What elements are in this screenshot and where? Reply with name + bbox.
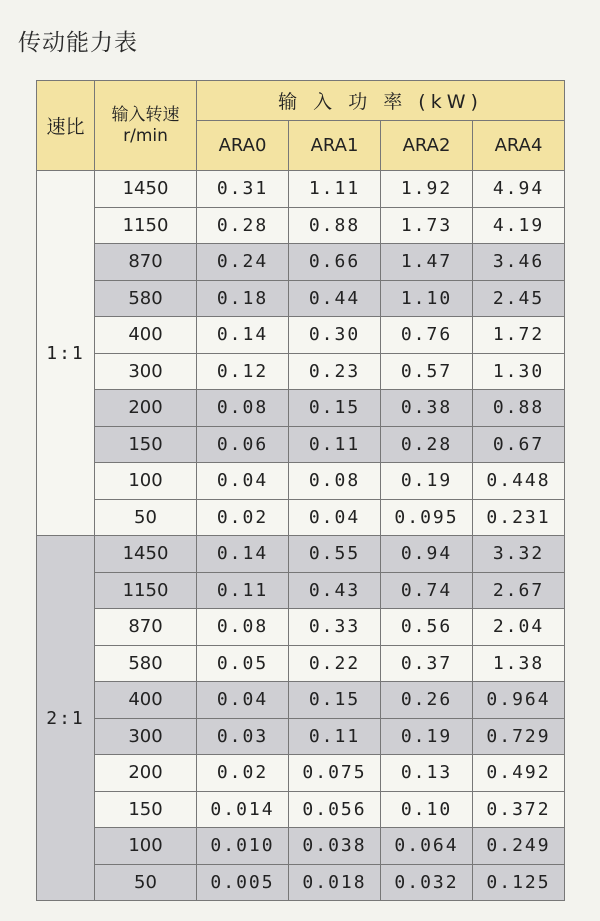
power-value-cell: 0.018 <box>289 864 381 901</box>
power-value-cell: 0.04 <box>197 682 289 719</box>
speed-cell: 1450 <box>95 536 197 573</box>
table-body <box>37 171 565 901</box>
power-value-cell: 0.02 <box>197 755 289 792</box>
power-value-cell: 0.43 <box>289 572 381 609</box>
power-value-cell: 0.11 <box>197 572 289 609</box>
power-value-cell: 0.57 <box>381 353 473 390</box>
power-value-cell: 0.30 <box>289 317 381 354</box>
power-table <box>36 80 565 901</box>
table-row <box>37 718 565 755</box>
table-row <box>37 390 565 427</box>
speed-cell: 300 <box>95 353 197 390</box>
speed-cell: 300 <box>95 718 197 755</box>
power-value-cell: 1.10 <box>381 280 473 317</box>
power-value-cell: 0.15 <box>289 682 381 719</box>
power-value-cell: 0.05 <box>197 645 289 682</box>
table-row <box>37 171 565 208</box>
speed-cell: 400 <box>95 317 197 354</box>
power-value-cell: 0.38 <box>381 390 473 427</box>
power-value-cell: 2.67 <box>473 572 565 609</box>
page-title: 传动能力表 <box>18 30 138 56</box>
table-row <box>37 280 565 317</box>
power-value-cell: 0.04 <box>289 499 381 536</box>
power-value-cell: 3.32 <box>473 536 565 573</box>
power-value-cell: 2.45 <box>473 280 565 317</box>
power-value-cell: 1.47 <box>381 244 473 281</box>
speed-cell: 870 <box>95 244 197 281</box>
power-value-cell: 0.014 <box>197 791 289 828</box>
power-value-cell: 0.14 <box>197 536 289 573</box>
header-power: 输 入 功 率 (kW) <box>197 81 565 121</box>
power-value-cell: 0.010 <box>197 828 289 865</box>
table-row <box>37 828 565 865</box>
header-speed-label: 输入转速 <box>111 104 180 125</box>
table-header <box>37 81 565 171</box>
table-row <box>37 572 565 609</box>
power-value-cell: 0.125 <box>473 864 565 901</box>
speed-cell: 50 <box>95 499 197 536</box>
ratio-cell: 2:1 <box>37 536 95 901</box>
power-value-cell: 0.04 <box>197 463 289 500</box>
speed-cell: 150 <box>95 791 197 828</box>
table-row <box>37 353 565 390</box>
power-value-cell: 0.056 <box>289 791 381 828</box>
power-value-cell: 0.08 <box>289 463 381 500</box>
speed-cell: 400 <box>95 682 197 719</box>
power-value-cell: 0.44 <box>289 280 381 317</box>
power-value-cell: 0.448 <box>473 463 565 500</box>
power-value-cell: 0.249 <box>473 828 565 865</box>
speed-cell: 1150 <box>95 572 197 609</box>
power-value-cell: 0.19 <box>381 463 473 500</box>
power-value-cell: 0.492 <box>473 755 565 792</box>
table-row <box>37 536 565 573</box>
header-model: ARA2 <box>381 121 473 171</box>
power-value-cell: 0.18 <box>197 280 289 317</box>
speed-cell: 1450 <box>95 171 197 208</box>
header-speed <box>95 81 197 171</box>
speed-cell: 200 <box>95 390 197 427</box>
power-value-cell: 0.55 <box>289 536 381 573</box>
power-value-cell: 0.064 <box>381 828 473 865</box>
table-row <box>37 244 565 281</box>
speed-cell: 580 <box>95 280 197 317</box>
table-row <box>37 207 565 244</box>
power-value-cell: 0.11 <box>289 718 381 755</box>
power-value-cell: 0.74 <box>381 572 473 609</box>
power-value-cell: 0.12 <box>197 353 289 390</box>
power-value-cell: 0.28 <box>197 207 289 244</box>
power-value-cell: 2.04 <box>473 609 565 646</box>
power-value-cell: 1.73 <box>381 207 473 244</box>
table-row <box>37 463 565 500</box>
power-value-cell: 1.11 <box>289 171 381 208</box>
power-value-cell: 0.231 <box>473 499 565 536</box>
power-value-cell: 0.23 <box>289 353 381 390</box>
table-row <box>37 791 565 828</box>
power-value-cell: 0.11 <box>289 426 381 463</box>
power-value-cell: 0.56 <box>381 609 473 646</box>
power-value-cell: 0.095 <box>381 499 473 536</box>
speed-cell: 870 <box>95 609 197 646</box>
power-value-cell: 0.08 <box>197 390 289 427</box>
power-value-cell: 0.31 <box>197 171 289 208</box>
speed-cell: 100 <box>95 828 197 865</box>
table-row <box>37 864 565 901</box>
power-value-cell: 0.22 <box>289 645 381 682</box>
power-value-cell: 0.06 <box>197 426 289 463</box>
speed-cell: 1150 <box>95 207 197 244</box>
table-row <box>37 609 565 646</box>
power-value-cell: 0.66 <box>289 244 381 281</box>
power-value-cell: 1.30 <box>473 353 565 390</box>
power-value-cell: 3.46 <box>473 244 565 281</box>
header-model: ARA1 <box>289 121 381 171</box>
power-value-cell: 0.24 <box>197 244 289 281</box>
power-value-cell: 0.13 <box>381 755 473 792</box>
header-model: ARA0 <box>197 121 289 171</box>
power-value-cell: 1.72 <box>473 317 565 354</box>
power-value-cell: 0.33 <box>289 609 381 646</box>
power-value-cell: 0.964 <box>473 682 565 719</box>
power-value-cell: 0.88 <box>473 390 565 427</box>
power-value-cell: 0.08 <box>197 609 289 646</box>
power-value-cell: 0.02 <box>197 499 289 536</box>
power-value-cell: 0.26 <box>381 682 473 719</box>
power-value-cell: 0.075 <box>289 755 381 792</box>
table-row <box>37 645 565 682</box>
speed-cell: 100 <box>95 463 197 500</box>
power-value-cell: 0.005 <box>197 864 289 901</box>
header-model: ARA4 <box>473 121 565 171</box>
ratio-cell: 1:1 <box>37 171 95 536</box>
power-value-cell: 4.19 <box>473 207 565 244</box>
power-value-cell: 0.37 <box>381 645 473 682</box>
power-value-cell: 0.038 <box>289 828 381 865</box>
table-row <box>37 755 565 792</box>
table-row <box>37 682 565 719</box>
power-value-cell: 0.14 <box>197 317 289 354</box>
table-row <box>37 317 565 354</box>
power-value-cell: 0.372 <box>473 791 565 828</box>
speed-cell: 150 <box>95 426 197 463</box>
header-speed-unit: r/min <box>123 125 168 146</box>
power-value-cell: 0.19 <box>381 718 473 755</box>
power-value-cell: 0.28 <box>381 426 473 463</box>
power-value-cell: 1.92 <box>381 171 473 208</box>
speed-cell: 200 <box>95 755 197 792</box>
power-value-cell: 0.10 <box>381 791 473 828</box>
power-value-cell: 0.032 <box>381 864 473 901</box>
table-row <box>37 426 565 463</box>
power-value-cell: 0.15 <box>289 390 381 427</box>
table-row <box>37 499 565 536</box>
power-value-cell: 0.76 <box>381 317 473 354</box>
speed-cell: 50 <box>95 864 197 901</box>
speed-cell: 580 <box>95 645 197 682</box>
power-value-cell: 0.88 <box>289 207 381 244</box>
power-value-cell: 0.94 <box>381 536 473 573</box>
header-ratio: 速比 <box>37 81 95 171</box>
power-value-cell: 0.729 <box>473 718 565 755</box>
power-value-cell: 0.03 <box>197 718 289 755</box>
power-value-cell: 4.94 <box>473 171 565 208</box>
power-value-cell: 1.38 <box>473 645 565 682</box>
power-value-cell: 0.67 <box>473 426 565 463</box>
